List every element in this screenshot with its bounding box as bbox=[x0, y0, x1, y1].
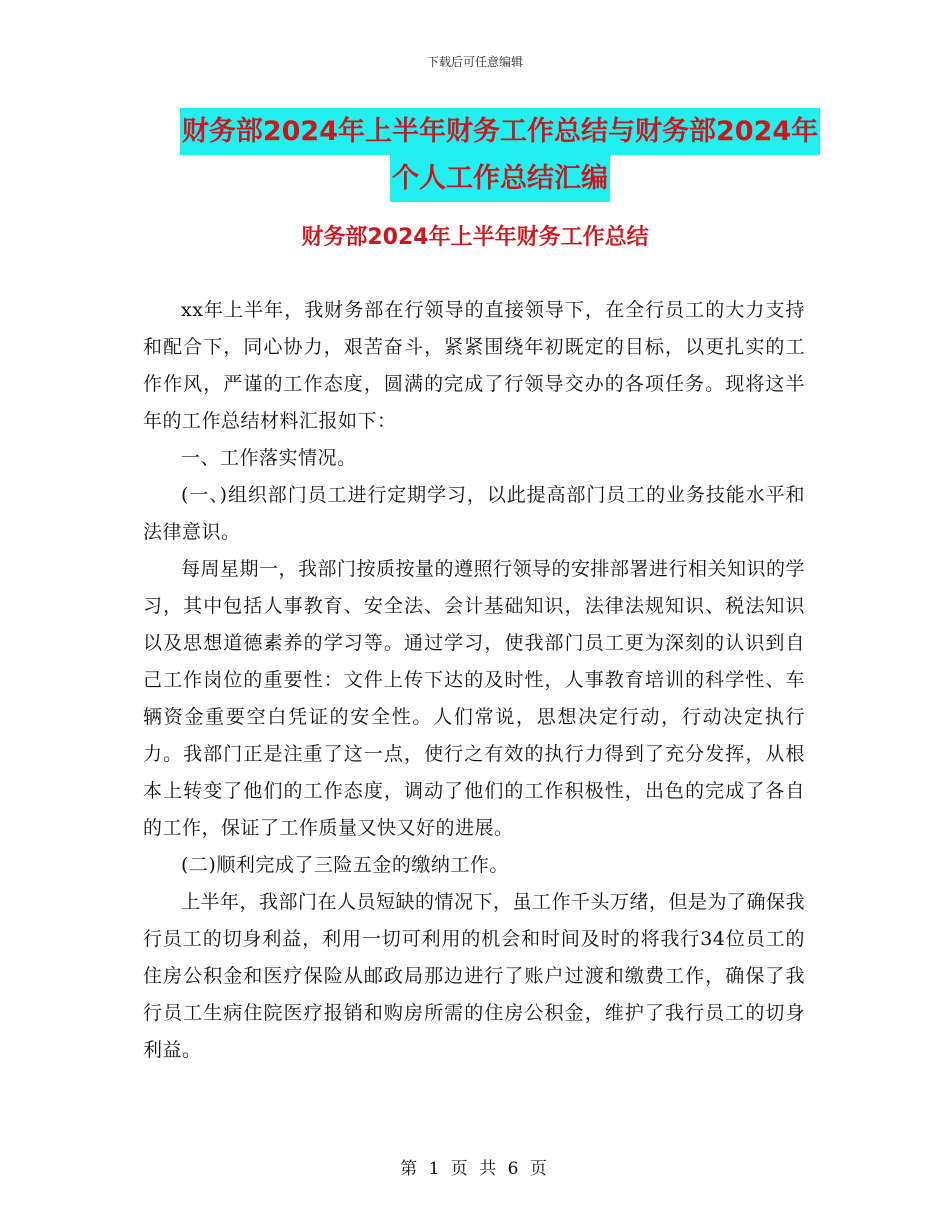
header-note: 下载后可任意编辑 bbox=[426, 55, 523, 69]
document-title bbox=[150, 108, 850, 202]
paragraph-intro: xx年上半年，我财务部在行领导的直接领导下，在全行员工的大力支持和配合下，同心协力，艰苦奋斗，紧紧围绕年初既定的目标，以更扎实的工作作风，严谨的工作态度，圆满的完成了行领导交办的各项任务。现将这半年的工作总结材料汇报如下： bbox=[143, 299, 805, 432]
title-line-1: 财务部2024年上半年财务工作总结与财务部2024年 bbox=[180, 108, 820, 155]
subheading-study: (一、)组织部门员工进行定期学习，以此提高部门员工的业务技能水平和法律意识。 bbox=[143, 484, 805, 543]
paragraph-insurance: 上半年，我部门在人员短缺的情况下，虽工作千头万绪，但是为了确保我行员工的切身利益，利用一切可利用的机会和时间及时的将我行34位员工的住房公积金和医疗保险从邮政局那边进行了账户过渡和缴费工作，确保了我行员工生病住院医疗报销和购房所需的住房公积金，维护了我行员工的切身利益。 bbox=[143, 891, 806, 1061]
paragraph-study: 每周星期一，我部门按质按量的遵照行领导的安排部署进行相关知识的学习，其中包括人事教育、安全法、会计基础知识，法律法规知识、税法知识以及思想道德素养的学习等。通过学习，使我部门员工更为深刻的认识到自己工作岗位的重要性：文件上传下达的及时性，人事教育培训的科学性、车辆资金重要空白凭证的安全性。人们常说，思想决定行动，行动决定执行力。我部门正是注重了这一点，使行之有效的执行力得到了充分发挥，从根本上转变了他们的工作态度，调动了他们的工作积极性，出色的完成了各自的工作，保证了工作质量又快又好的进展。 bbox=[143, 558, 806, 839]
page-number-footer: 第 1 页 共 6 页 bbox=[400, 1159, 550, 1179]
section-title: 财务部2024年上半年财务工作总结 bbox=[301, 225, 649, 250]
title-line-2: 个人工作总结汇编 bbox=[390, 155, 610, 202]
subheading-insurance: (二)顺利完成了三险五金的缴纳工作。 bbox=[181, 854, 509, 876]
document-body bbox=[143, 292, 805, 1069]
heading-work-status: 一、工作落实情况。 bbox=[181, 447, 357, 469]
